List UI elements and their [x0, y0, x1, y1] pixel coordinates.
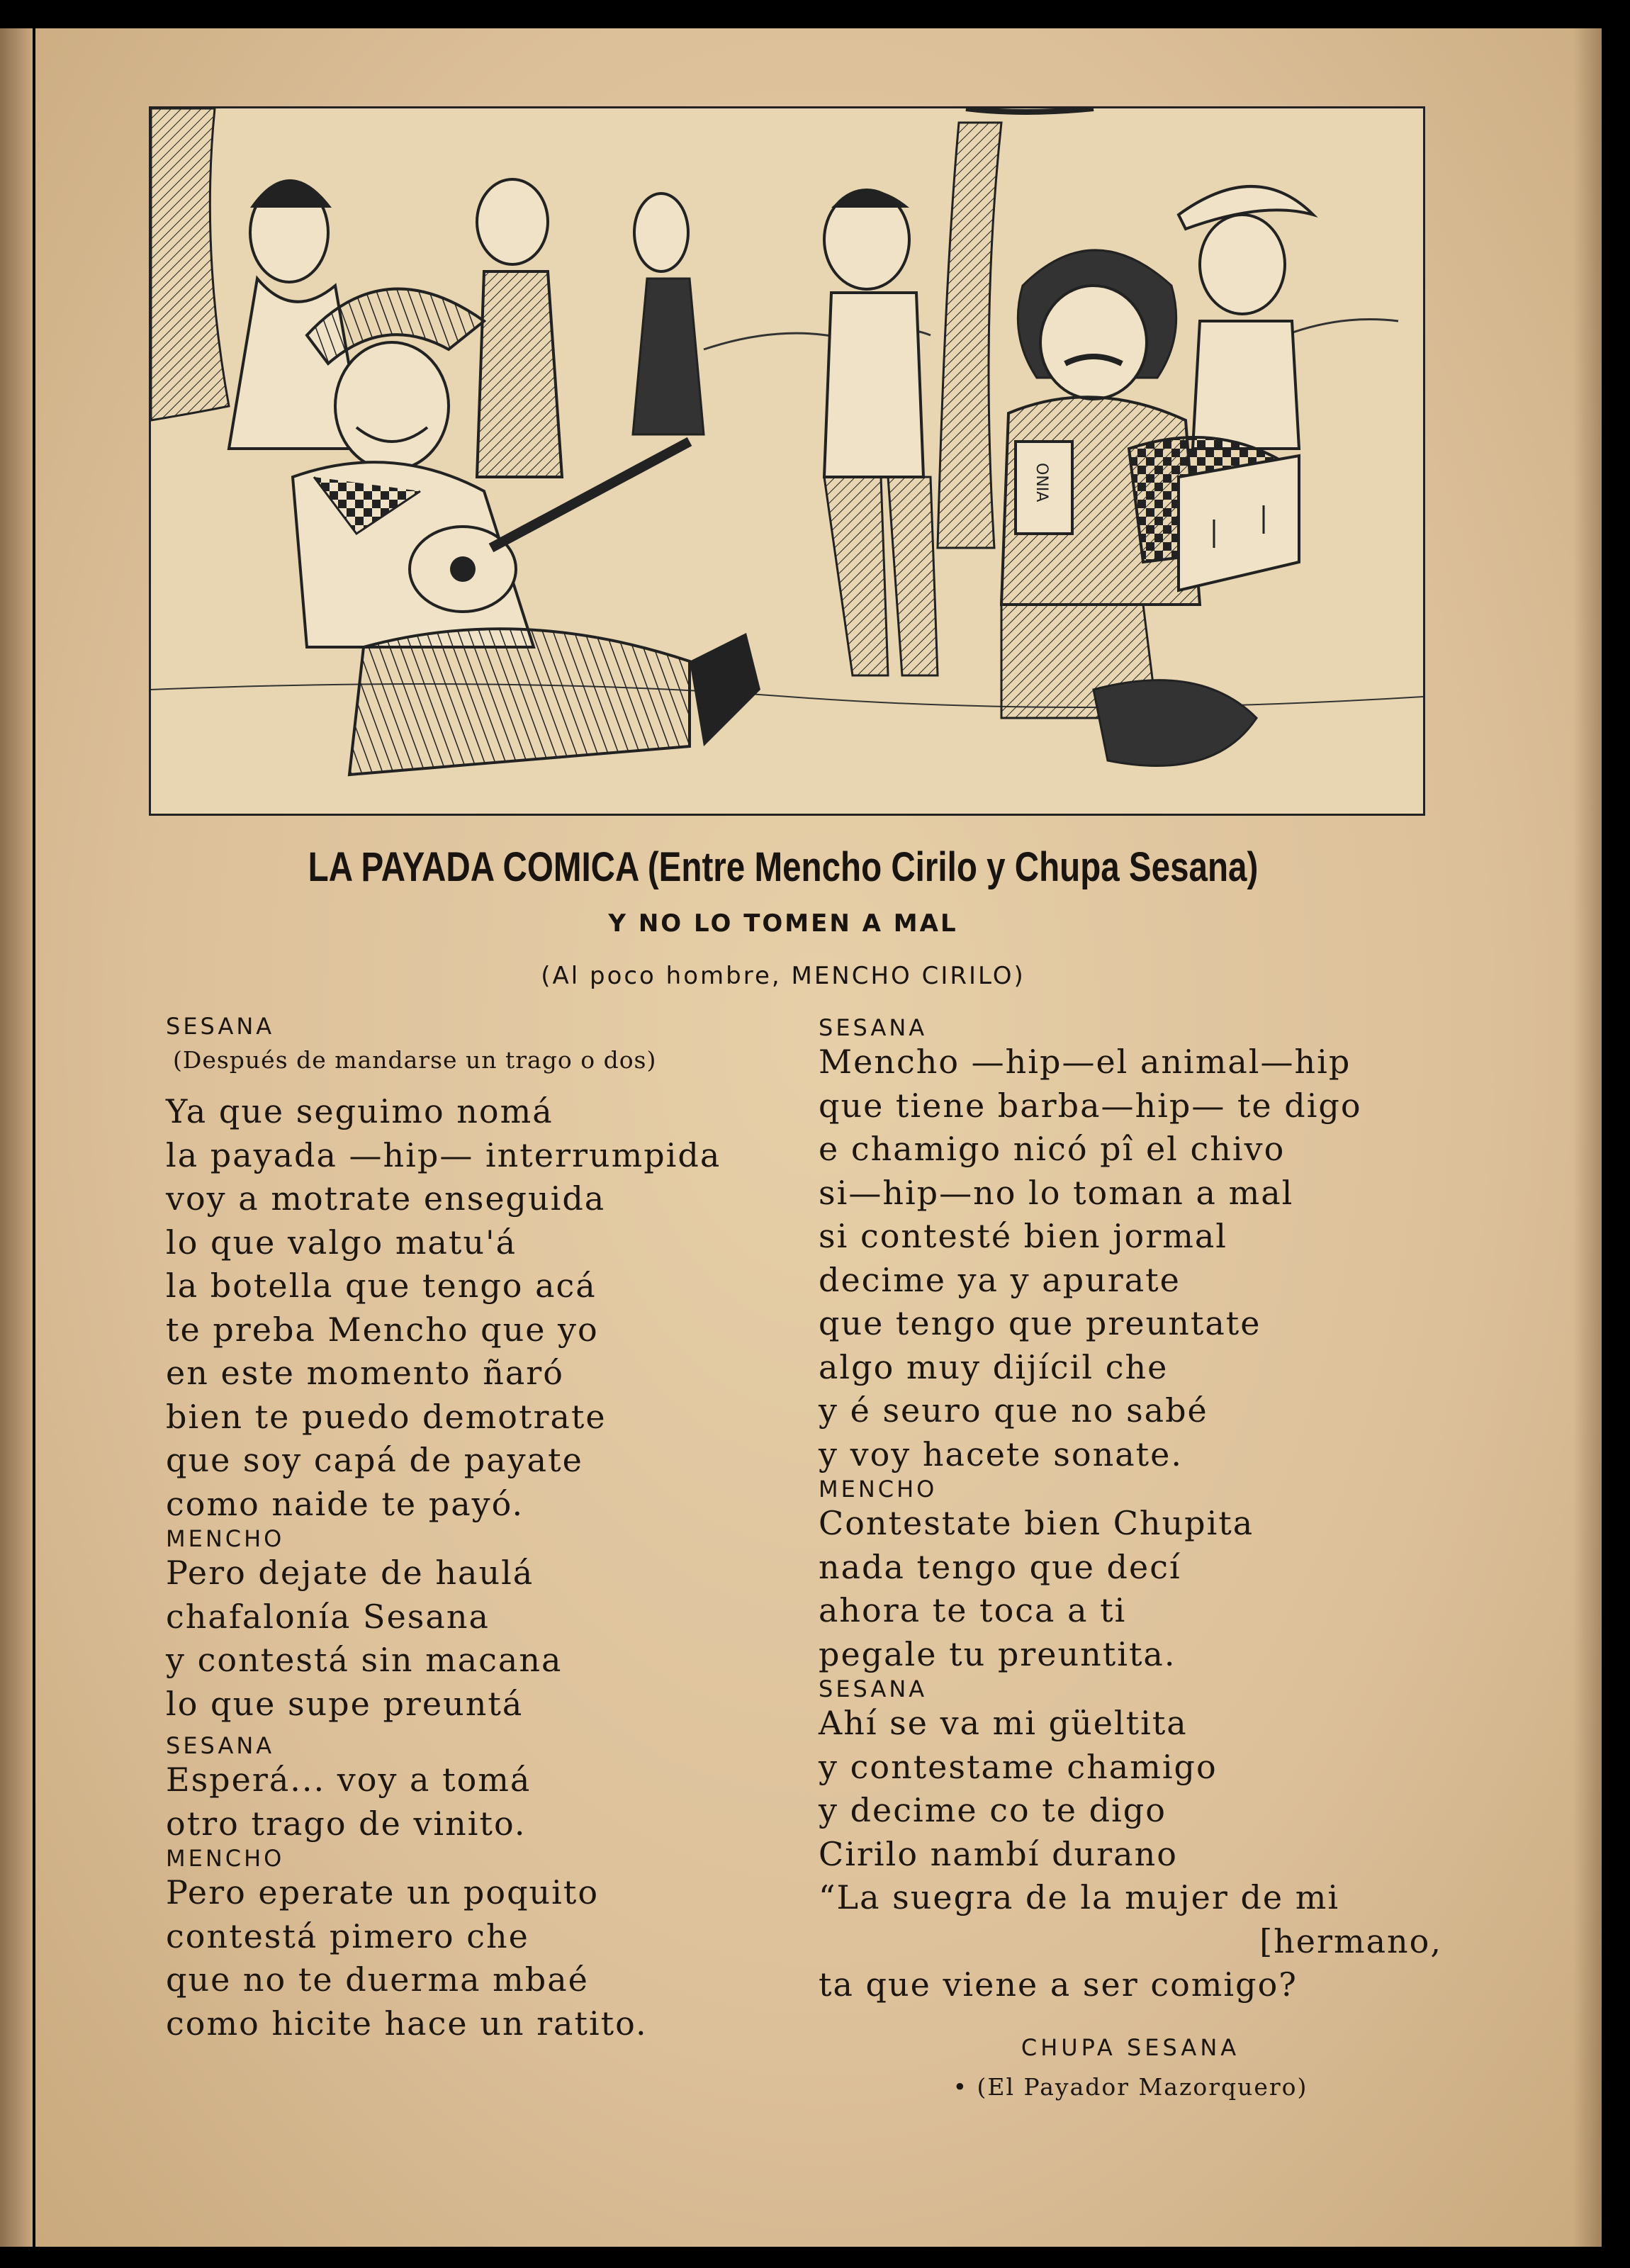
- verse-line: la botella que tengo acá: [166, 1267, 597, 1305]
- verse-line: pegale tu preuntita.: [819, 1634, 1176, 1673]
- verse-line: contestá pimero che: [166, 1916, 529, 1955]
- right-column: [819, 1015, 1442, 2007]
- verse-lines: [166, 1758, 789, 1846]
- cartoon-drawing-icon: [151, 108, 1423, 814]
- verse-block: [819, 1476, 1442, 1676]
- verse-line: Mencho —hip—el animal—hip: [819, 1043, 1351, 1081]
- speaker-label: SESANA: [166, 1732, 275, 1759]
- speaker-label: SESANA: [819, 1675, 928, 1702]
- speaker-label: MENCHO: [166, 1525, 285, 1552]
- page-edge-shadow: [1573, 28, 1602, 2247]
- verse-lines: [166, 1090, 789, 1526]
- speaker-label: MENCHO: [166, 1845, 285, 1872]
- verse-line: algo muy dijícil che: [819, 1347, 1169, 1386]
- verse-lines: [166, 1551, 789, 1726]
- verse-line: que no te duerma mbaé: [166, 1960, 589, 1999]
- verse-line: chafalonía Sesana: [166, 1597, 490, 1636]
- verse-line: lo que supe preuntá: [166, 1684, 524, 1723]
- verse-line: y contestame chamigo: [819, 1747, 1218, 1786]
- verse-line: si contesté bien jormal: [819, 1217, 1227, 1255]
- verse-line: bien te puedo demotrate: [166, 1397, 607, 1436]
- verse-line: si—hip—no lo toman a mal: [819, 1173, 1294, 1212]
- verse-lines: [819, 1502, 1442, 1676]
- verse-block: [819, 1015, 1442, 1476]
- page-title: LA PAYADA COMICA (Entre Mencho Cirilo y Chupa Sesana): [308, 844, 1259, 890]
- subtitle: Y NO LO TOMEN A MAL: [608, 909, 958, 938]
- verse-line: Esperá... voy a tomá: [166, 1761, 532, 1799]
- verse-line: como naide te payó.: [166, 1484, 524, 1523]
- verse-line: Pero dejate de haulá: [166, 1554, 534, 1592]
- verse-line: voy a motrate enseguida: [166, 1179, 606, 1218]
- verse-lines: [166, 1871, 789, 2045]
- verse-line: y decime co te digo: [819, 1791, 1167, 1829]
- verse-line: y é seuro que no sabé: [819, 1391, 1208, 1430]
- speaker-label: SESANA: [819, 1014, 928, 1041]
- verse-line: ta que viene a ser comigo?: [819, 1965, 1298, 2004]
- verse-lines: [819, 1702, 1442, 2007]
- verse-line: que tengo que preuntate: [819, 1304, 1261, 1342]
- verse-line: en este momento ñaró: [166, 1354, 564, 1392]
- verse-block: [166, 1846, 789, 2045]
- verse-line: Ya que seguimo nomá: [166, 1092, 553, 1130]
- verse-line: que soy capá de payate: [166, 1441, 583, 1479]
- verse-line: y voy hacete sonate.: [819, 1435, 1183, 1473]
- verse-block: [166, 1014, 789, 1526]
- verse-block: [166, 1733, 789, 1846]
- verse-line-continuation: [hermano,: [1259, 1921, 1442, 1960]
- verse-lines: [819, 1040, 1442, 1476]
- speaker-label: SESANA: [166, 1013, 275, 1040]
- verse-line: ahora te toca a ti: [819, 1591, 1127, 1629]
- verse-line: que tiene barba—hip— te digo: [819, 1086, 1362, 1125]
- verse-line: “La suegra de la mujer de mi: [819, 1878, 1340, 1916]
- left-column: [166, 1014, 789, 2045]
- verse-line: Contestate bien Chupita: [819, 1504, 1254, 1542]
- verse-line: Cirilo nambí durano: [819, 1834, 1178, 1873]
- verse-line: Pero eperate un poquito: [166, 1873, 600, 1911]
- dedication: (Al poco hombre, MENCHO CIRILO): [541, 962, 1025, 990]
- verse-line: y contestá sin macana: [166, 1641, 563, 1679]
- verse-block: [819, 1676, 1442, 2007]
- verse-line: la payada —hip— interrumpida: [166, 1135, 721, 1174]
- speaker-label: MENCHO: [819, 1476, 938, 1503]
- verse-line: nada tengo que decí: [819, 1547, 1181, 1586]
- verse-line: Ahí se va mi güeltita: [819, 1704, 1188, 1742]
- verse-line: te preba Mencho que yo: [166, 1310, 599, 1349]
- author-alias: • (El Payador Mazorquero): [952, 2073, 1308, 2101]
- verse-block: [166, 1526, 789, 1726]
- cartoon-illustration: [149, 106, 1425, 816]
- verse-line: lo que valgo matu'á: [166, 1223, 517, 1262]
- author-signature: CHUPA SESANA: [1021, 2034, 1240, 2061]
- verse-line: otro trago de vinito.: [166, 1804, 527, 1843]
- stage-direction: (Después de mandarse un trago o dos): [173, 1046, 657, 1074]
- page-binding-edge: [0, 28, 33, 2247]
- verse-line: como hicite hace un ratito.: [166, 2004, 648, 2043]
- accordion-label: ONIA: [1033, 463, 1050, 503]
- verse-line: e chamigo nicó pî el chivo: [819, 1130, 1286, 1168]
- verse-line: decime ya y apurate: [819, 1260, 1181, 1299]
